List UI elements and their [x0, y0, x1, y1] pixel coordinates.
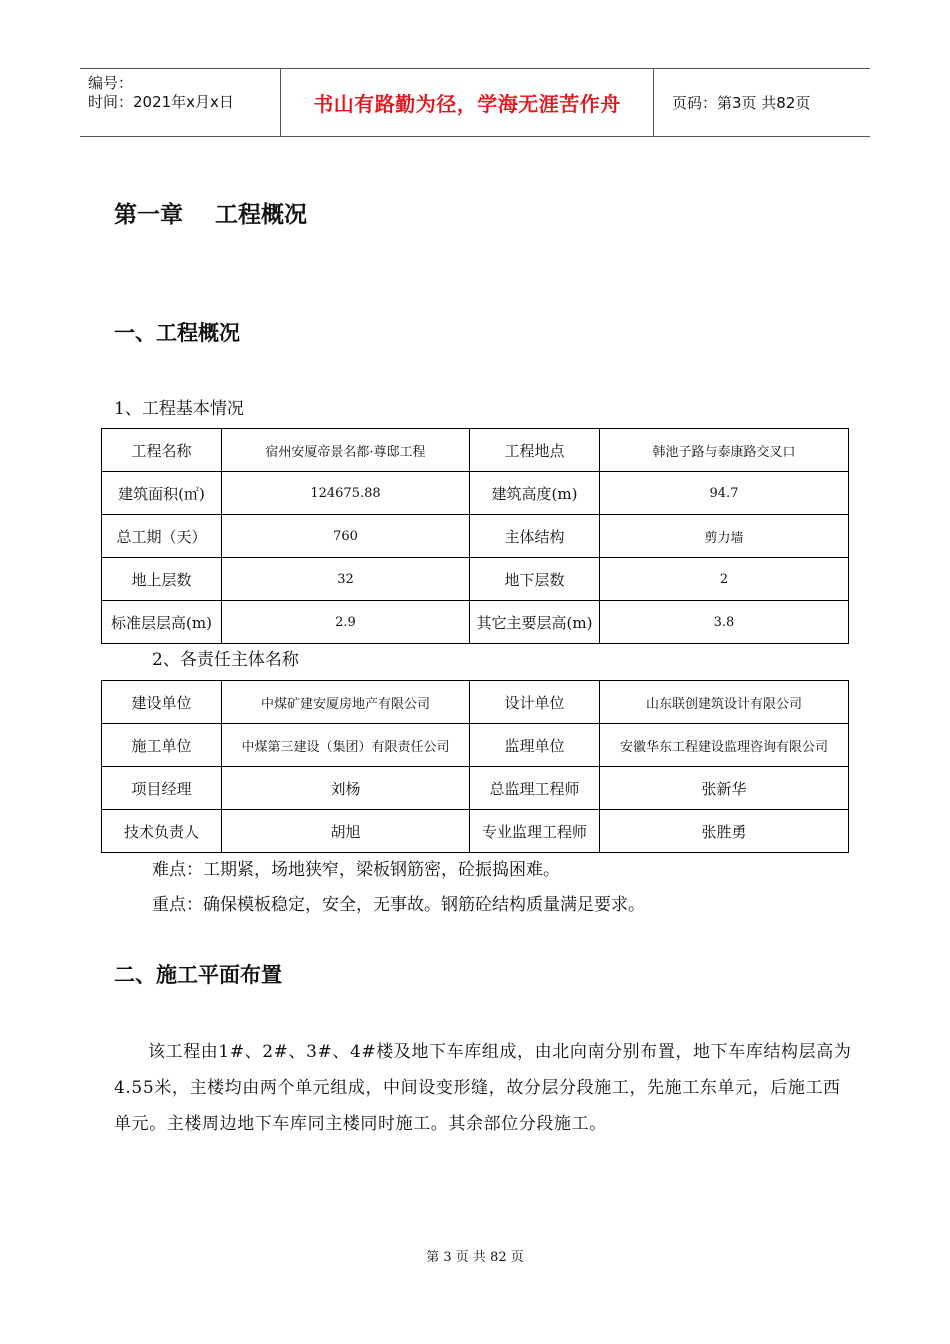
key-points-text: 重点：确保模板稳定，安全，无事故。钢筋砼结构质量满足要求。: [152, 895, 645, 915]
table-value-cell: 宿州安厦帝景名都·尊邸工程: [222, 429, 470, 472]
parties-table: [101, 680, 849, 853]
table-row: [102, 601, 849, 644]
table-value-cell: 3.8: [600, 601, 849, 644]
table-value-cell: 2: [600, 558, 849, 601]
table-value-cell: 中煤第三建设（集团）有限责任公司: [222, 724, 470, 767]
table-label-cell: 建筑高度(m): [470, 472, 600, 515]
table-row: [102, 810, 849, 853]
table-row: [102, 767, 849, 810]
site-layout-paragraph: 该工程由1#、2#、3#、4#楼及地下车库组成，由北向南分别布置，地下车库结构层高为4.55米，主楼均由两个单元组成，中间设变形缝，故分层分段施工，先施工东单元，后施工西单元。主楼周边地下车库同主楼同时施工。其余部位分段施工。: [114, 1042, 852, 1134]
subsection-title-parties: 2、各责任主体名称: [152, 650, 299, 670]
table-label-cell: 地下层数: [470, 558, 600, 601]
table-value-cell: 32: [222, 558, 470, 601]
table-label-cell: 工程地点: [470, 429, 600, 472]
table-label-cell: 项目经理: [102, 767, 222, 810]
motto-text: 书山有路勤为径，学海无涯苦作舟: [313, 92, 621, 116]
table-value-cell: 剪力墙: [600, 515, 849, 558]
number-label: 编号：: [88, 74, 134, 92]
table-label-cell: 其它主要层高(m): [470, 601, 600, 644]
table-row: [102, 558, 849, 601]
table-value-cell: 760: [222, 515, 470, 558]
table-value-cell: 胡旭: [222, 810, 470, 853]
table-value-cell: 2.9: [222, 601, 470, 644]
table-label-cell: 地上层数: [102, 558, 222, 601]
table-label-cell: 专业监理工程师: [470, 810, 600, 853]
page-footer: 第 3 页 共 82 页: [426, 1250, 524, 1265]
table-label-cell: 技术负责人: [102, 810, 222, 853]
table-value-cell: 94.7: [600, 472, 849, 515]
subsection-title-basic-info: 1、工程基本情况: [114, 399, 244, 419]
table-label-cell: 主体结构: [470, 515, 600, 558]
section-title-site-layout: 二、施工平面布置: [114, 963, 282, 987]
table-label-cell: 建设单位: [102, 681, 222, 724]
table-value-cell: 刘杨: [222, 767, 470, 810]
time-label: 时间：2021年x月x日: [88, 93, 234, 111]
table-label-cell: 标准层层高(m): [102, 601, 222, 644]
table-label-cell: 监理单位: [470, 724, 600, 767]
header-meta-cell: [80, 69, 281, 136]
page-header: [80, 68, 870, 137]
table-row: [102, 515, 849, 558]
table-value-cell: 张胜勇: [600, 810, 849, 853]
basic-info-table: [101, 428, 849, 644]
table-value-cell: 中煤矿建安厦房地产有限公司: [222, 681, 470, 724]
table-row: [102, 429, 849, 472]
table-label-cell: 施工单位: [102, 724, 222, 767]
table-value-cell: 安徽华东工程建设监理咨询有限公司: [600, 724, 849, 767]
page-number-label: 页码：第3页 共82页: [672, 94, 811, 112]
header-motto-cell: [281, 69, 654, 136]
table-label-cell: 总监理工程师: [470, 767, 600, 810]
table-row: [102, 472, 849, 515]
section-title-overview: 一、工程概况: [114, 321, 240, 345]
table-label-cell: 工程名称: [102, 429, 222, 472]
header-page-cell: [664, 69, 870, 136]
table-label-cell: 设计单位: [470, 681, 600, 724]
table-value-cell: 韩池子路与泰康路交叉口: [600, 429, 849, 472]
table-value-cell: 124675.88: [222, 472, 470, 515]
chapter-title: 第一章 工程概况: [114, 202, 308, 228]
table-label-cell: 总工期（天）: [102, 515, 222, 558]
table-row: [102, 724, 849, 767]
table-label-cell: 建筑面积(㎡): [102, 472, 222, 515]
table-value-cell: 张新华: [600, 767, 849, 810]
difficulties-text: 难点：工期紧，场地狭窄，梁板钢筋密，砼振捣困难。: [152, 860, 560, 880]
table-row: [102, 681, 849, 724]
table-value-cell: 山东联创建筑设计有限公司: [600, 681, 849, 724]
